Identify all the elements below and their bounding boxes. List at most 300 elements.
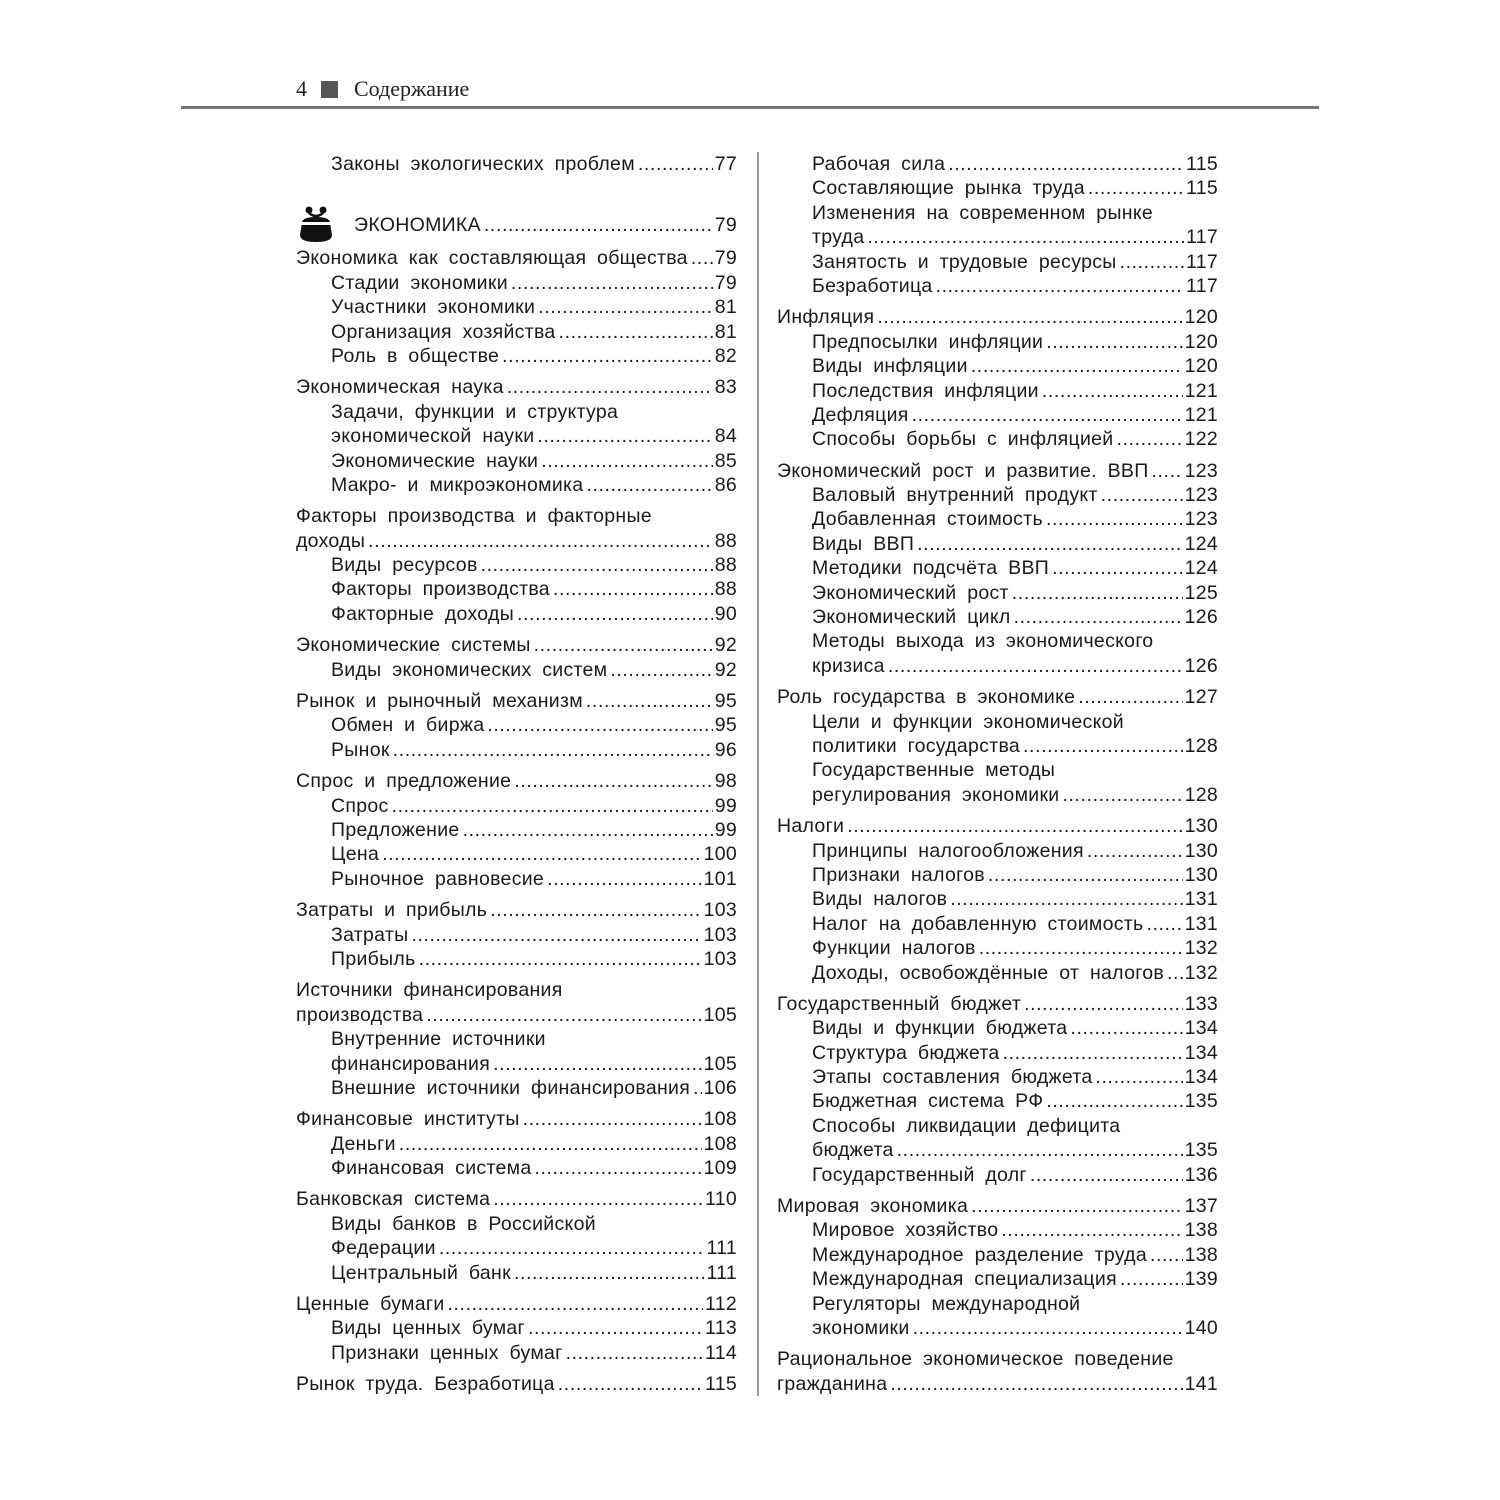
entry-title: Рынок [331,738,390,761]
leader-dots [1014,605,1183,629]
toc-subentry[interactable] [296,1212,737,1236]
toc-chapter-entry[interactable] [296,1372,737,1396]
toc-chapter-entry[interactable] [296,898,737,922]
entry-title: Виды экономических систем [331,658,608,681]
leader-dots [1030,1163,1183,1187]
entry-title: Факторы производства и факторные [296,505,652,528]
toc-chapter-entry[interactable] [296,689,737,713]
entry-page-number: 113 [705,1317,737,1340]
entry-page-number: 100 [703,843,737,866]
leader-dots [948,152,1184,176]
entry-title: Мировое хозяйство [812,1219,999,1242]
entry-title: Внешние источники финансирования [331,1076,691,1099]
entry-title: Экономический цикл [812,606,1011,629]
leader-dots [1024,992,1182,1016]
entry-title: Цели и функции экономической [812,710,1124,733]
leader-dots [502,344,713,368]
entry-title: доходы [296,529,366,552]
toc-subentry[interactable] [777,912,1218,936]
toc-chapter-entry[interactable] [777,685,1218,709]
entry-title: Экономическая наука [296,376,504,399]
toc-subentry[interactable] [296,1316,737,1340]
entry-page-number: 105 [703,1003,737,1026]
toc-subentry[interactable] [296,1132,737,1156]
entry-page-number: 134 [1184,1017,1218,1040]
toc-chapter-entry[interactable] [777,1194,1218,1218]
entry-title: Федерации [331,1237,436,1260]
toc-subentry[interactable] [296,577,737,601]
toc-subentry[interactable] [777,936,1218,960]
entry-title: Методы выхода из экономического [812,630,1154,653]
entry-title: экономической науки [331,425,535,448]
leader-dots [534,1156,701,1180]
leader-dots [691,246,713,270]
leader-dots [487,713,712,737]
toc-subentry[interactable] [777,1163,1218,1187]
entry-title: Спрос и предложение [296,770,512,793]
entry-title: Рынок труда. Безработица [296,1373,555,1396]
leader-dots [917,532,1182,556]
toc-subentry[interactable] [777,1243,1218,1267]
leader-dots [393,738,713,762]
toc-subentry[interactable] [296,947,737,971]
toc-subentry[interactable] [777,629,1218,653]
toc-subentry[interactable] [296,818,737,842]
entry-title: Деньги [331,1132,396,1155]
toc-subentry[interactable] [777,1041,1218,1065]
leader-dots [1088,176,1184,200]
toc-subentry[interactable] [296,152,737,176]
leader-dots [514,769,712,793]
leader-dots [1023,734,1183,758]
leader-dots [541,449,712,473]
leader-dots [971,354,1183,378]
toc-chapter-entry[interactable] [296,375,737,399]
leader-dots [888,654,1183,678]
leader-dots [463,818,713,842]
entry-title: Рынок и рыночный механизм [296,690,583,713]
toc-subentry[interactable] [777,403,1218,427]
entry-page-number: 122 [1184,428,1218,451]
entry-page-number: 88 [714,578,737,601]
square-marker-icon [321,81,338,98]
toc-subentry[interactable] [296,658,737,682]
leader-dots [507,375,713,399]
section-title: ЭКОНОМИКА [354,213,481,236]
leader-dots [547,867,701,891]
toc-chapter-entry[interactable] [777,459,1218,483]
toc-subentry[interactable] [777,379,1218,403]
entry-title: Изменения на современном рынке [812,201,1154,224]
toc-subentry[interactable] [777,330,1218,354]
toc-column-left [296,152,737,1397]
entry-title: Валовый внутренний продукт [812,484,1098,507]
entry-page-number: 135 [1184,1090,1218,1113]
entry-title: финансирования [331,1052,491,1075]
leader-dots [511,271,713,295]
leader-dots [419,947,702,971]
entry-title: Прибыль [331,947,416,970]
toc-subentry[interactable] [296,553,737,577]
leader-dots [534,633,713,657]
leader-dots [586,689,713,713]
leader-dots [537,424,712,448]
toc-subentry[interactable] [296,923,737,947]
toc-subentry[interactable] [777,1138,1218,1162]
entry-title: Финансовые институты [296,1108,520,1131]
entry-page-number: 139 [1184,1268,1218,1291]
leader-dots [610,658,712,682]
entry-title: Организация хозяйства [331,320,556,343]
toc-subentry[interactable] [777,250,1218,274]
toc-subentry[interactable] [777,556,1218,580]
entry-page-number: 85 [714,449,737,472]
entry-page-number: 130 [1184,839,1218,862]
entry-title: Налог на добавленную стоимость [812,912,1144,935]
toc-chapter-entry[interactable] [296,978,737,1002]
toc-subentry[interactable] [296,842,737,866]
entry-page-number: 79 [714,247,737,270]
entry-page-number: 130 [1184,815,1218,838]
entry-page-number: 131 [1184,888,1218,911]
entry-title: Финансовая система [331,1157,532,1180]
entry-page-number: 123 [1184,508,1218,531]
leader-dots [1120,250,1184,274]
leader-dots [538,295,713,319]
toc-subentry[interactable] [777,1316,1218,1340]
entry-title: Виды банков в Российской [331,1212,596,1235]
toc-subentry[interactable] [777,274,1218,298]
toc-subentry[interactable] [296,1156,737,1180]
toc-subentry[interactable] [777,710,1218,734]
leader-dots [950,887,1182,911]
toc-subentry[interactable] [777,581,1218,605]
entry-title: Признаки ценных бумаг [331,1341,563,1364]
leader-dots [411,923,701,947]
leader-dots [1070,1016,1182,1040]
entry-page-number: 126 [1184,654,1218,677]
entry-title: Виды налогов [812,888,948,911]
toc-subentry[interactable] [296,400,737,424]
toc-subentry[interactable] [296,867,737,891]
leader-dots [971,1194,1182,1218]
entry-title: Налоги [777,815,845,838]
entry-page-number: 138 [1184,1219,1218,1242]
entry-title: труда [812,226,865,249]
leader-dots [426,1003,701,1027]
entry-page-number: 112 [705,1293,737,1316]
toc-subentry[interactable] [777,427,1218,451]
toc-subentry[interactable] [296,1261,737,1285]
leader-dots [847,814,1182,838]
toc-subentry[interactable] [777,201,1218,225]
toc-subentry[interactable] [777,961,1218,985]
leader-dots [1078,685,1182,709]
leader-dots [439,1236,705,1260]
entry-title: Обмен и биржа [331,714,485,737]
leader-dots [936,274,1184,298]
entry-page-number: 88 [714,554,737,577]
leader-dots [1120,1267,1183,1291]
toc-chapter-entry[interactable] [296,504,737,528]
toc-subentry[interactable] [777,225,1218,249]
toc-subentry[interactable] [296,344,737,368]
toc-subentry[interactable] [777,1114,1218,1138]
leader-dots [566,1341,703,1365]
leader-dots [448,1292,703,1316]
toc-subentry[interactable] [777,483,1218,507]
leader-dots [559,320,713,344]
leader-dots [517,602,713,626]
entry-title: Дефляция [812,403,909,426]
entry-page-number: 101 [703,867,737,890]
leader-dots [1046,330,1182,354]
toc-subentry[interactable] [777,887,1218,911]
leader-dots [1150,1243,1183,1267]
toc-subentry[interactable] [296,449,737,473]
leader-dots [382,842,701,866]
entry-title: Занятость и трудовые ресурсы [812,250,1117,273]
entry-page-number: 135 [1184,1139,1218,1162]
entry-title: Экономический рост и развитие. ВВП [777,459,1149,482]
entry-page-number: 117 [1186,226,1218,249]
toc-chapter-entry[interactable] [777,1347,1218,1371]
toc-subentry[interactable] [777,839,1218,863]
entry-title: экономики [812,1316,910,1339]
toc-chapter-entry[interactable] [777,992,1218,1016]
entry-title: Принципы налогообложения [812,839,1084,862]
toc-chapter-entry[interactable] [296,1003,737,1027]
toc-chapter-entry[interactable] [777,1372,1218,1396]
section-heading-economics[interactable] [296,205,737,245]
toc-chapter-entry[interactable] [296,529,737,553]
column-divider [757,152,759,1396]
entry-title: Доходы, освобождённые от налогов [812,961,1164,984]
leader-dots [912,403,1183,427]
toc-chapter-entry[interactable] [296,633,737,657]
entry-title: Этапы составления бюджета [812,1066,1093,1089]
entry-title: Рыночное равновесие [331,867,545,890]
entry-title: Мировая экономика [777,1195,969,1218]
toc-chapter-entry[interactable] [296,769,737,793]
entry-title: Источники финансирования [296,979,563,1002]
toc-subentry[interactable] [296,424,737,448]
toc-subentry[interactable] [777,758,1218,782]
entry-title: Международное разделение труда [812,1243,1147,1266]
entry-page-number: 141 [1184,1372,1218,1395]
leader-dots [867,225,1184,249]
entry-page-number: 132 [1184,937,1218,960]
entry-page-number: 114 [705,1341,737,1364]
entry-title: Факторы производства [331,578,550,601]
toc-subentry[interactable] [296,602,737,626]
entry-page-number: 126 [1184,606,1218,629]
entry-title: Ценные бумаги [296,1293,445,1316]
entry-title: Задачи, функции и структура [331,400,619,423]
toc-chapter-entry[interactable] [296,1187,737,1211]
toc-chapter-entry[interactable] [296,246,737,270]
entry-title: Государственные методы [812,759,1056,782]
leader-dots [392,794,713,818]
toc-subentry[interactable] [296,295,737,319]
entry-title: Роль в обществе [331,344,500,367]
leader-dots [890,1372,1182,1396]
toc-subentry[interactable] [777,863,1218,887]
toc-subentry[interactable] [777,605,1218,629]
leader-dots [484,214,713,237]
toc-subentry[interactable] [777,507,1218,531]
entry-page-number: 132 [1184,961,1218,984]
entry-title: производства [296,1003,424,1026]
entry-page-number: 136 [1184,1163,1218,1186]
entry-page-number: 79 [714,271,737,294]
toc-chapter-entry[interactable] [777,305,1218,329]
leader-dots [1101,483,1183,507]
toc-subentry[interactable] [296,1076,737,1100]
toc-subentry[interactable] [777,1016,1218,1040]
entry-page-number: 140 [1184,1316,1218,1339]
toc-chapter-entry[interactable] [296,1107,737,1131]
toc-subentry[interactable] [777,654,1218,678]
entry-title: политики государства [812,734,1021,757]
entry-page-number: 121 [1184,403,1218,426]
entry-title: Макро- и микроэкономика [331,473,584,496]
leader-dots [1146,912,1182,936]
toc-subentry[interactable] [777,1267,1218,1291]
entry-page-number: 134 [1184,1041,1218,1064]
purse-icon [296,205,336,245]
entry-page-number: 92 [714,634,737,657]
toc-subentry[interactable] [296,1027,737,1051]
toc-subentry[interactable] [296,738,737,762]
toc-subentry[interactable] [777,532,1218,556]
entry-page-number: 120 [1184,306,1218,329]
leader-dots [1042,379,1183,403]
entry-title: Виды инфляции [812,355,968,378]
entry-page-number: 99 [714,794,737,817]
entry-title: Предпосылки инфляции [812,330,1044,353]
entry-title: Регуляторы международной [812,1292,1081,1315]
entry-title: Функции налогов [812,937,976,960]
entry-page-number: 128 [1184,783,1218,806]
toc-subentry[interactable] [777,1218,1218,1242]
page-number: 4 [296,76,307,101]
leader-dots [528,1316,703,1340]
entry-title: Затраты [331,923,409,946]
entry-page-number: 115 [1186,153,1218,175]
toc-subentry[interactable] [296,1052,737,1076]
entry-page-number: 120 [1184,330,1218,353]
entry-page-number: 108 [703,1108,737,1131]
entry-page-number: 82 [714,344,737,367]
toc-chapter-entry[interactable] [777,814,1218,838]
entry-page-number: 88 [714,529,737,552]
toc-subentry[interactable] [296,1341,737,1365]
toc-subentry[interactable] [777,1065,1218,1089]
leader-dots [897,1138,1183,1162]
leader-dots [1046,507,1183,531]
leader-dots [514,1261,704,1285]
entry-page-number: 138 [1184,1243,1218,1266]
entry-title: Законы экологических проблем [331,153,635,175]
entry-title: Экономика как составляющая общества [296,247,688,270]
section-page: 79 [714,213,737,236]
toc-subentry[interactable] [296,713,737,737]
entry-page-number: 108 [703,1132,737,1155]
entry-title: Методики подсчёта ВВП [812,557,1050,580]
leader-dots [913,1316,1183,1340]
entry-page-number: 90 [714,602,737,625]
entry-title: Бюджетная система РФ [812,1090,1044,1113]
leader-dots [1003,1041,1183,1065]
entry-title: бюджета [812,1139,894,1162]
entry-page-number: 117 [1186,250,1218,273]
leader-dots [1117,427,1183,451]
entry-title: Добавленная стоимость [812,508,1043,531]
entry-title: Рациональное экономическое поведение [777,1348,1174,1371]
entry-page-number: 111 [706,1237,737,1260]
entry-page-number: 98 [714,770,737,793]
leader-dots [1052,556,1182,580]
entry-page-number: 109 [703,1157,737,1180]
toc-subentry[interactable] [777,783,1218,807]
toc-subentry[interactable] [777,152,1218,176]
toc-subentry[interactable] [296,473,737,497]
toc-subentry[interactable] [777,1292,1218,1316]
toc-chapter-entry[interactable] [296,1292,737,1316]
leader-dots [553,577,713,601]
entry-title: Виды ресурсов [331,554,478,577]
entry-page-number: 115 [705,1373,737,1396]
entry-title: Стадии экономики [331,271,508,294]
leader-dots [586,473,712,497]
entry-title: Государственный долг [812,1163,1027,1186]
entry-page-number: 133 [1184,992,1218,1015]
leader-dots [877,305,1182,329]
toc-subentry[interactable] [296,1236,737,1260]
running-head [296,74,469,104]
entry-title: Цена [331,843,380,866]
toc-subentry[interactable] [777,1089,1218,1113]
entry-title: Виды ВВП [812,532,915,555]
leader-dots [493,1052,702,1076]
entry-title: Затраты и прибыль [296,899,488,922]
entry-page-number: 106 [703,1076,737,1099]
entry-page-number: 117 [1186,274,1218,297]
entry-title: Предложение [331,818,460,841]
entry-title: Инфляция [777,306,875,329]
leader-dots [558,1372,703,1396]
entry-page-number: 95 [714,714,737,737]
entry-title: Государственный бюджет [777,992,1022,1015]
entry-page-number: 86 [714,473,737,496]
toc-subentry[interactable] [296,794,737,818]
toc-subentry[interactable] [296,320,737,344]
leader-dots [493,1187,703,1211]
leader-dots [481,553,713,577]
entry-title: Экономический рост [812,581,1009,604]
toc-subentry[interactable] [777,176,1218,200]
toc-subentry[interactable] [777,734,1218,758]
entry-title: Спрос [331,794,389,817]
leader-dots [1087,839,1183,863]
toc-subentry[interactable] [296,271,737,295]
entry-page-number: 103 [703,899,737,922]
header-rule [181,106,1319,109]
toc-subentry[interactable] [777,354,1218,378]
entry-page-number: 121 [1184,379,1218,402]
entry-title: Безработица [812,274,933,297]
